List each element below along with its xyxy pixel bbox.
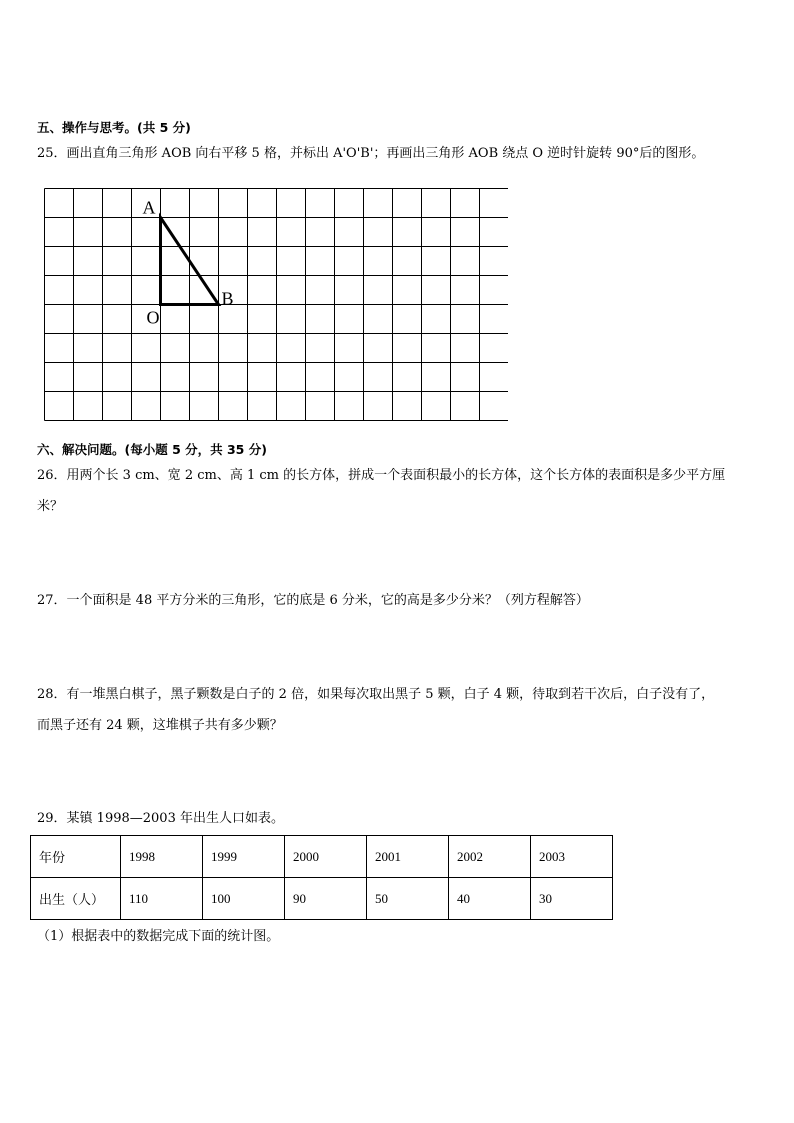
table-cell: 年份 — [31, 836, 121, 878]
table-cell: 100 — [203, 878, 285, 920]
question-25: 25．画出直角三角形 AOB 向右平移 5 格，并标出 A'O'B'；再画出三角形 AOB 绕点 O 逆时针旋转 90°后的图形。 — [37, 146, 705, 161]
question-29-sub1: （1）根据表中的数据完成下面的统计图。 — [37, 929, 280, 944]
table-row — [31, 878, 613, 920]
question-27: 27．一个面积是 48 平方分米的三角形，它的底是 6 分米，它的高是多少分米？（列方程解答） — [37, 593, 589, 608]
section5-heading: 五、操作与思考。(共 5 分) — [37, 120, 191, 135]
point-label-a: A — [142, 197, 156, 218]
question-28-line1: 28．有一堆黑白棋子，黑子颗数是白子的 2 倍，如果每次取出黑子 5 颗，白子 4 颗，待取到若干次后，白子没有了， — [37, 687, 715, 702]
table-cell: 90 — [285, 878, 367, 920]
table-cell: 40 — [449, 878, 531, 920]
table-cell: 50 — [367, 878, 449, 920]
question-26-line1: 26．用两个长 3 cm、宽 2 cm、高 1 cm 的长方体，拼成一个表面积最小的长方体，这个长方体的表面积是多少平方厘 — [37, 468, 726, 483]
question-28-line2: 而黑子还有 24 颗，这堆棋子共有多少颗？ — [37, 718, 283, 733]
table-cell: 2003 — [531, 836, 613, 878]
table-cell: 1998 — [121, 836, 203, 878]
point-label-b: B — [221, 288, 234, 309]
birth-population-table — [30, 835, 613, 920]
question-26-line2: 米？ — [37, 499, 64, 514]
question-29: 29．某镇 1998—2003 年出生人口如表。 — [37, 811, 284, 826]
table-row — [31, 836, 613, 878]
table-cell: 2001 — [367, 836, 449, 878]
table-cell: 1999 — [203, 836, 285, 878]
table-cell: 出生（人） — [31, 878, 121, 920]
table-cell: 2002 — [449, 836, 531, 878]
triangle-grid — [44, 188, 508, 421]
table-cell: 110 — [121, 878, 203, 920]
point-label-o: O — [146, 307, 160, 328]
table-cell: 2000 — [285, 836, 367, 878]
section6-heading: 六、解决问题。(每小题 5 分，共 35 分) — [37, 442, 267, 457]
table-cell: 30 — [531, 878, 613, 920]
